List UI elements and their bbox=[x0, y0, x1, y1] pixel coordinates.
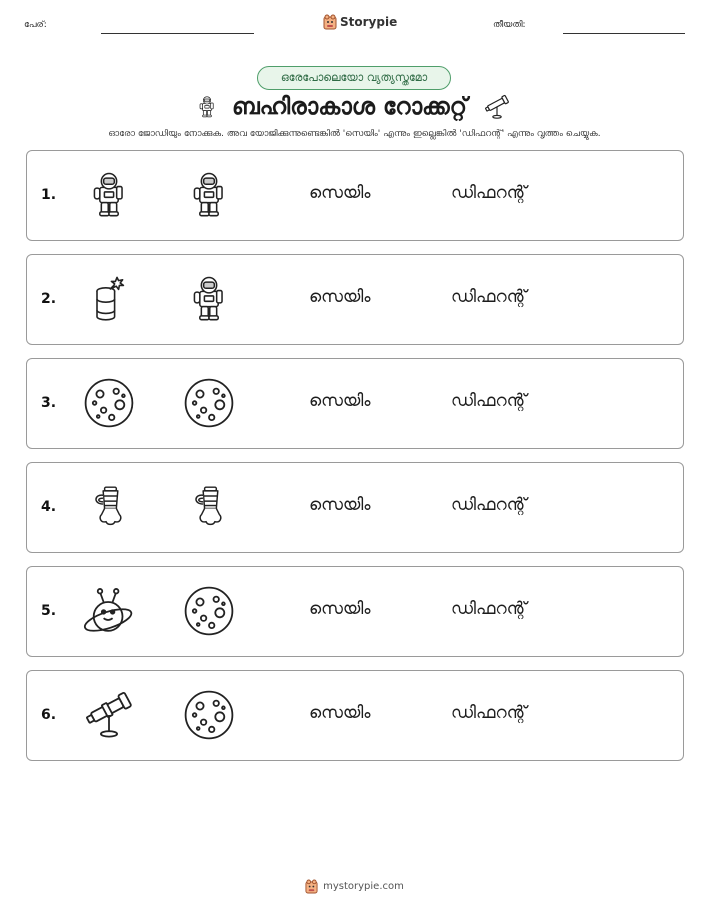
question-row-2 bbox=[26, 254, 684, 345]
rocket-thruster-icon bbox=[179, 477, 239, 537]
question-row-1 bbox=[26, 150, 684, 241]
question-number: 4. bbox=[41, 499, 57, 515]
astronaut-icon bbox=[79, 165, 139, 225]
telescope-icon bbox=[481, 93, 513, 121]
same-option[interactable]: സെയിം bbox=[309, 703, 371, 723]
brand-name: Storypie bbox=[340, 15, 398, 29]
astronaut-icon bbox=[179, 269, 239, 329]
rocket-thruster-icon bbox=[79, 477, 139, 537]
question-number: 6. bbox=[41, 707, 57, 723]
title-row bbox=[0, 90, 709, 124]
question-row-6 bbox=[26, 670, 684, 761]
astronaut-icon bbox=[179, 165, 239, 225]
question-row-5 bbox=[26, 566, 684, 657]
question-number: 5. bbox=[41, 603, 57, 619]
question-number: 3. bbox=[41, 395, 57, 411]
same-option[interactable]: സെയിം bbox=[309, 599, 371, 619]
different-option[interactable]: ഡിഫറന്റ് bbox=[451, 703, 527, 723]
same-option[interactable]: സെയിം bbox=[309, 287, 371, 307]
same-option[interactable]: സെയിം bbox=[309, 391, 371, 411]
different-option[interactable]: ഡിഫറന്റ് bbox=[451, 183, 527, 203]
storypie-logo-icon bbox=[305, 879, 318, 894]
storypie-logo-icon bbox=[323, 14, 337, 30]
header bbox=[0, 14, 709, 38]
date-label: തീയതി: bbox=[493, 20, 526, 30]
question-row-4 bbox=[26, 462, 684, 553]
moon-icon bbox=[79, 373, 139, 433]
moon-icon bbox=[179, 685, 239, 745]
brand bbox=[323, 14, 397, 30]
moon-icon bbox=[179, 581, 239, 641]
worksheet-tag: ഒരേപോലെയോ വ്യത്യസ്തമോ bbox=[257, 66, 451, 90]
telescope-icon bbox=[79, 685, 139, 745]
footer-url[interactable]: mystorypie.com bbox=[323, 881, 404, 892]
same-option[interactable]: സെയിം bbox=[309, 495, 371, 515]
different-option[interactable]: ഡിഫറന്റ് bbox=[451, 599, 527, 619]
instructions: ഓരോ ജോഡിയും നോക്കുക. അവ യോജിക്കുന്നുണ്ടെങ്കിൽ 'സെയിം' എന്നും ഇല്ലെങ്കിൽ 'ഡിഫറന്റ്' എന്നും വൃത്തം ചെയ്യുക. bbox=[108, 129, 601, 139]
alien-ufo-icon bbox=[79, 581, 139, 641]
name-label: പേര്: bbox=[24, 20, 47, 30]
different-option[interactable]: ഡിഫറന്റ് bbox=[451, 391, 527, 411]
question-number: 1. bbox=[41, 187, 57, 203]
moon-icon bbox=[179, 373, 239, 433]
different-option[interactable]: ഡിഫറന്റ് bbox=[451, 495, 527, 515]
astronaut-icon bbox=[196, 91, 218, 123]
page-title: ബഹിരാകാശ റോക്കറ്റ് bbox=[231, 94, 468, 120]
same-option[interactable]: സെയിം bbox=[309, 183, 371, 203]
date-line[interactable] bbox=[563, 33, 685, 34]
name-line[interactable] bbox=[101, 33, 254, 34]
question-row-3 bbox=[26, 358, 684, 449]
different-option[interactable]: ഡിഫറന്റ് bbox=[451, 287, 527, 307]
fuel-can-icon bbox=[79, 269, 139, 329]
question-number: 2. bbox=[41, 291, 57, 307]
footer bbox=[0, 879, 709, 894]
